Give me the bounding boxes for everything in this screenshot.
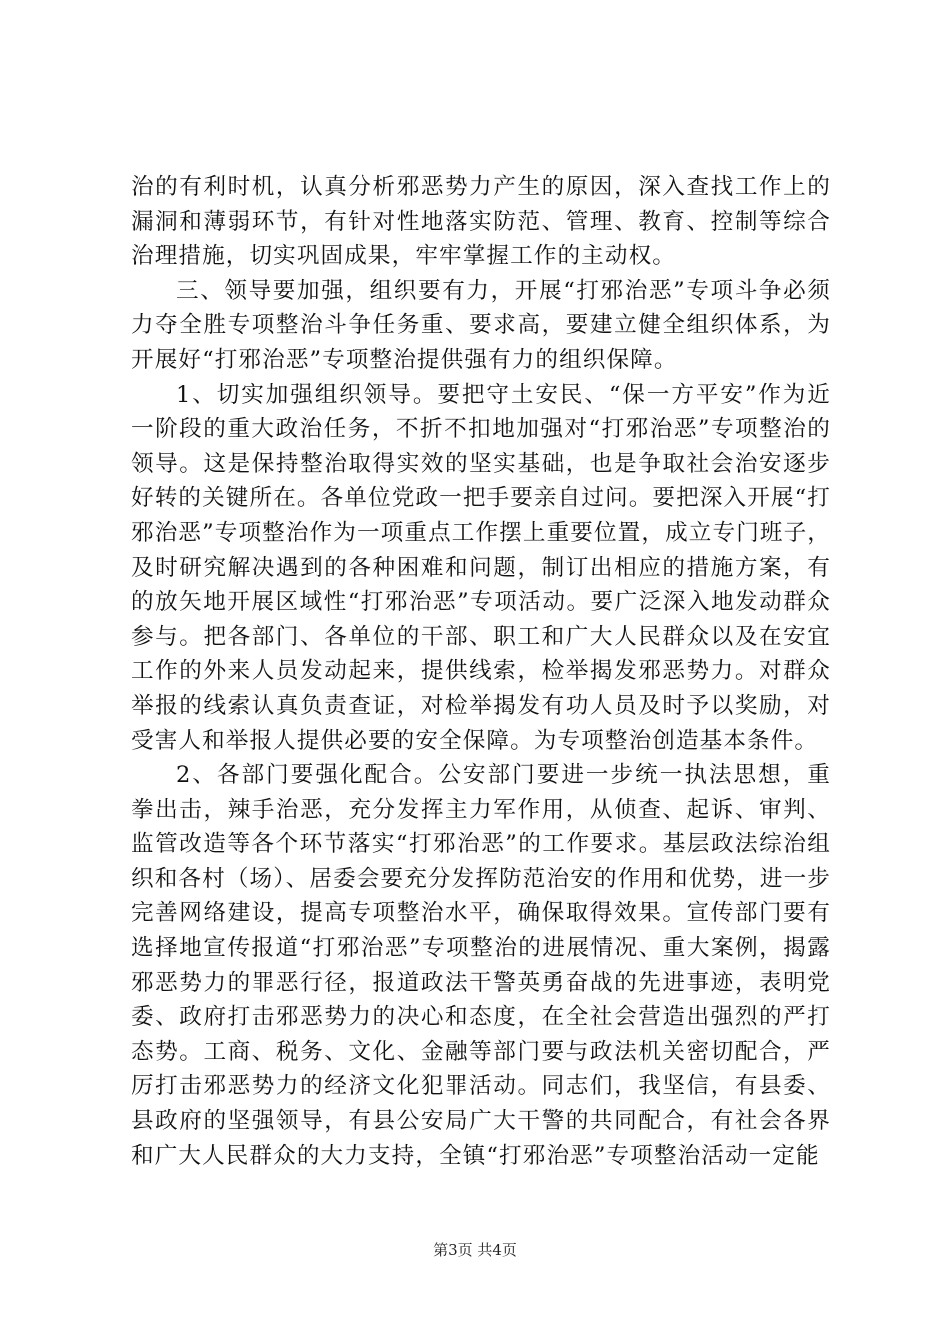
document-body [131,170,831,1173]
paragraph-item-one: 1、切实加强组织领导。要把守土安民、“保一方平安”作为近一阶段的重大政治任务，不折不扣地加强对“打邪治恶”专项整治的领导。这是保持整治取得实效的坚实基础，也是争取社会治安逐步好转的关键所在。各单位党政一把手要亲自过问。要把深入开展“打邪治恶”专项整治作为一项重点工作摆上重要位置，成立专门班子，及时研究解决遇到的各种困难和问题，制订出相应的措施方案，有的放矢地开展区域性“打邪治恶”专项活动。要广泛深入地发动群众参与。把各部门、各单位的干部、职工和广大人民群众以及在安宜工作的外来人员发动起来，提供线索，检举揭发邪恶势力。对群众举报的线索认真负责查证，对检举揭发有功人员及时予以奖励，对受害人和举报人提供必要的安全保障。为专项整治创造基本条件。 [131,381,831,754]
paragraph-item-two: 2、各部门要强化配合。公安部门要进一步统一执法思想，重拳出击，辣手治恶，充分发挥主力军作用，从侦查、起诉、审判、监管改造等各个环节落实“打邪治恶”的工作要求。基层政法综治组织和各村（场）、居委会要充分发挥防范治安的作用和优势，进一步完善网络建设，提高专项整治水平，确保取得效果。宣传部门要有选择地宣传报道“打邪治恶”专项整治的进展情况、重大案例，揭露邪恶势力的罪恶行径，报道政法干警英勇奋战的先进事迹，表明党委、政府打击邪恶势力的决心和态度，在全社会营造出强烈的严打态势。工商、税务、文化、金融等部门要与政法机关密切配合，严厉打击邪恶势力的经济文化犯罪活动。同志们，我坚信，有县委、县政府的坚强领导，有县公安局广大干警的共同配合，有社会各界和广大人民群众的大力支持，全镇“打邪治恶”专项整治活动一定能 [131,762,831,1169]
paragraph-continuation: 治的有利时机，认真分析邪恶势力产生的原因，深入查找工作上的漏洞和薄弱环节，有针对性地落实防范、管理、教育、控制等综合治理措施，切实巩固成果，牢牢掌握工作的主动权。 [131,174,831,270]
paragraph-section-three: 三、领导要加强，组织要有力，开展“打邪治恶”专项斗争必须力夺全胜专项整治斗争任务重、要求高，要建立健全组织体系，为开展好“打邪治恶”专项整治提供强有力的组织保障。 [131,277,831,373]
page-footer [0,1240,950,1260]
page-number-label: 第3页 共4页 [433,1241,517,1259]
